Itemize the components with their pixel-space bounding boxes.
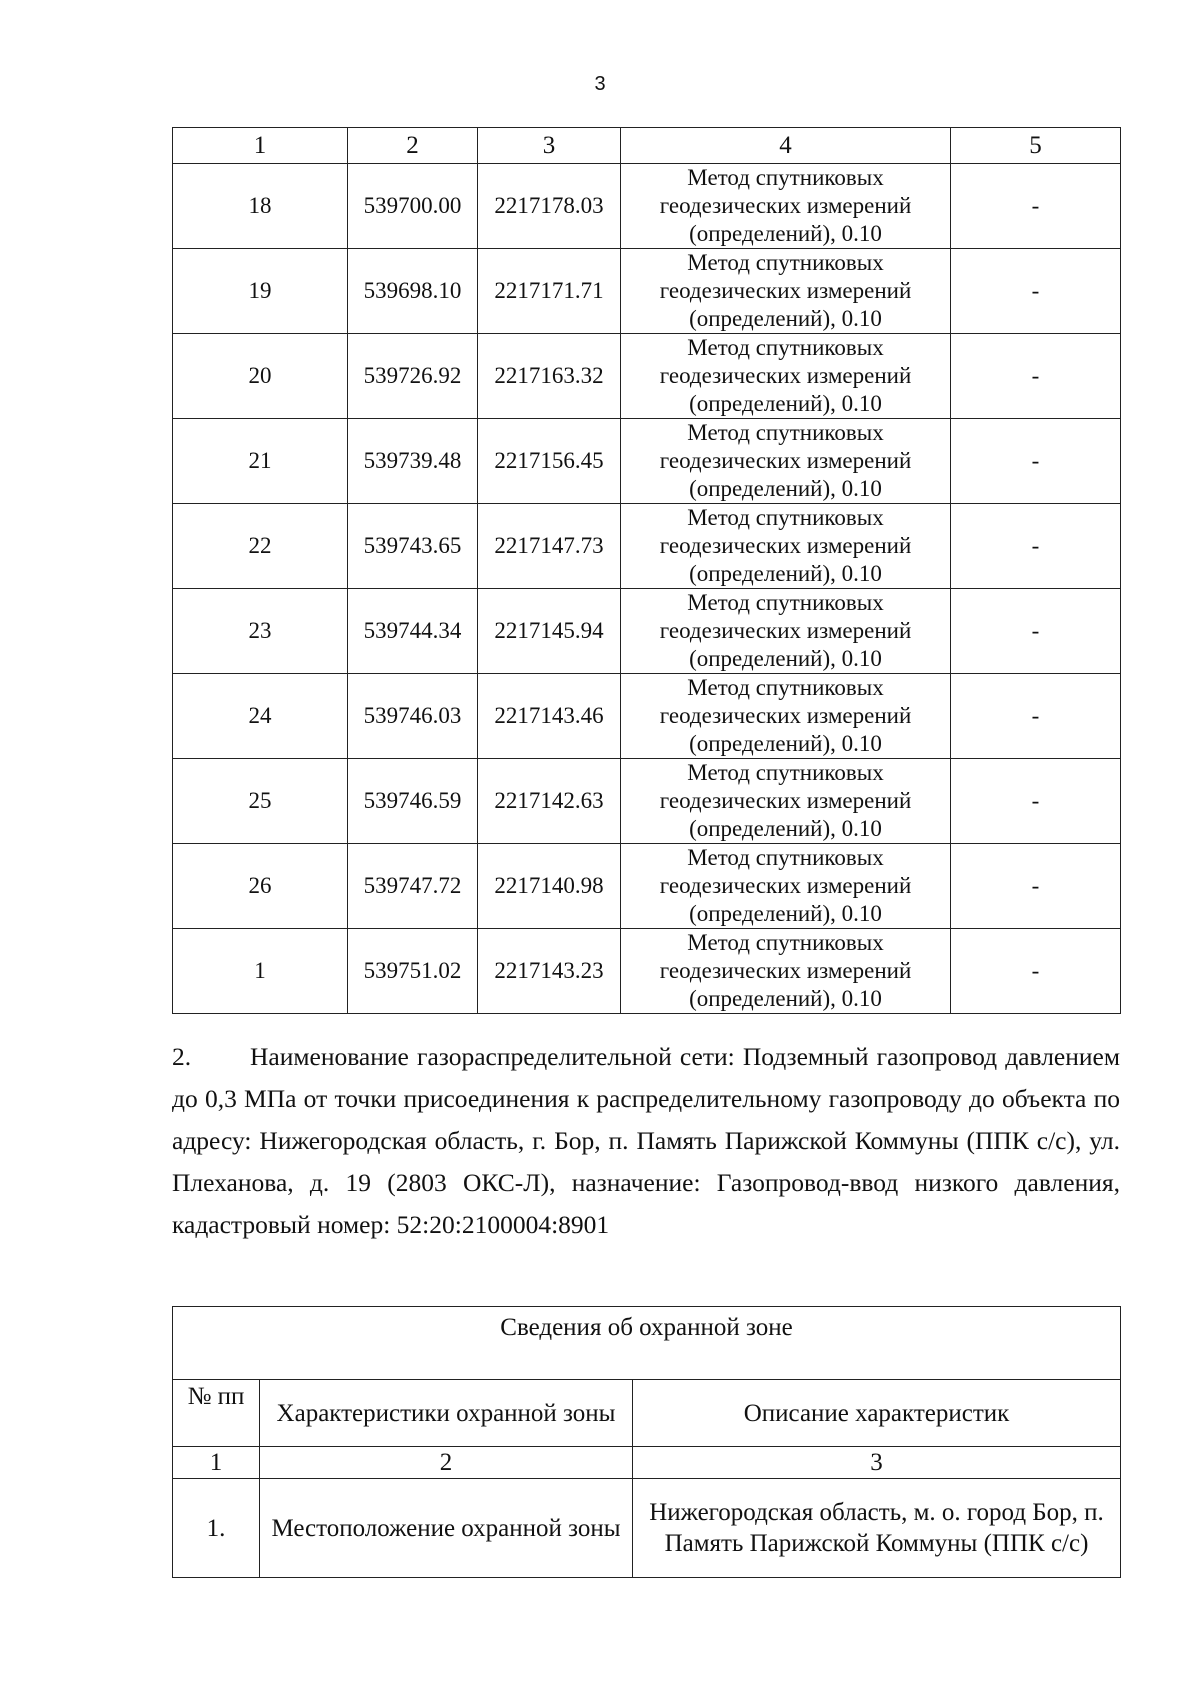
x-coordinate: 539698.10 [348,249,478,334]
method-cell: Метод спутниковых геодезических измерений (определений), 0.10 [621,929,951,1014]
section-text: Наименование газораспределительной сети: Подземный газопровод давлением до 0,3 МПа от точки присоединения к распределительному газопроводу до объекта по адресу: Нижегородская область, г. Бор, п. Память Парижской Коммуны (ППК с/с), ул. Плеханова, д. 19 (2803 ОКС-Л), назначение: Газопровод-ввод низкого давления, кадастровый номер: 52:20:2100004:8901 [172,1042,1120,1239]
column-header-number: № пп [173,1380,260,1447]
point-number: 21 [173,419,348,504]
section-number: 2. [172,1042,192,1071]
section-2-paragraph [172,1036,1120,1246]
method-cell: Метод спутниковых геодезических измерений (определений), 0.10 [621,844,951,929]
row-number: 1. [173,1479,260,1578]
y-coordinate: 2217178.03 [478,164,621,249]
point-number: 18 [173,164,348,249]
method-cell: Метод спутниковых геодезических измерений (определений), 0.10 [621,419,951,504]
column-header: 2 [348,128,478,164]
table-row [173,504,1121,589]
column-header: 4 [621,128,951,164]
column-header-characteristic: Характеристики охранной зоны [260,1380,633,1447]
x-coordinate: 539744.34 [348,589,478,674]
point-number: 25 [173,759,348,844]
y-coordinate: 2217163.32 [478,334,621,419]
protection-zone-table [172,1306,1121,1578]
column-header-description: Описание характеристик [633,1380,1121,1447]
point-number: 22 [173,504,348,589]
method-cell: Метод спутниковых геодезических измерений (определений), 0.10 [621,164,951,249]
column-header: 3 [478,128,621,164]
method-cell: Метод спутниковых геодезических измерений (определений), 0.10 [621,249,951,334]
column-header: 5 [951,128,1121,164]
note-cell: - [951,844,1121,929]
table-title: Сведения об охранной зоне [173,1307,1121,1380]
method-cell: Метод спутниковых геодезических измерений (определений), 0.10 [621,759,951,844]
y-coordinate: 2217142.63 [478,759,621,844]
table-row [173,1479,1121,1578]
note-cell: - [951,164,1121,249]
point-number: 1 [173,929,348,1014]
note-cell: - [951,759,1121,844]
page-number: 3 [594,73,606,95]
coordinates-table [172,127,1121,1014]
point-number: 19 [173,249,348,334]
y-coordinate: 2217140.98 [478,844,621,929]
x-coordinate: 539746.03 [348,674,478,759]
x-coordinate: 539747.72 [348,844,478,929]
y-coordinate: 2217143.23 [478,929,621,1014]
table-row [173,334,1121,419]
table-row [173,249,1121,334]
table-row [173,419,1121,504]
note-cell: - [951,334,1121,419]
table-header-row [173,1380,1121,1447]
table-row [173,164,1121,249]
note-cell: - [951,674,1121,759]
note-cell: - [951,249,1121,334]
method-cell: Метод спутниковых геодезических измерений (определений), 0.10 [621,334,951,419]
y-coordinate: 2217171.71 [478,249,621,334]
x-coordinate: 539751.02 [348,929,478,1014]
method-cell: Метод спутниковых геодезических измерений (определений), 0.10 [621,504,951,589]
description-cell: Нижегородская область, м. о. город Бор, п. Память Парижской Коммуны (ППК с/с) [633,1479,1121,1578]
table-header-row [173,128,1121,164]
point-number: 23 [173,589,348,674]
table-row [173,844,1121,929]
column-number: 1 [173,1447,260,1479]
y-coordinate: 2217145.94 [478,589,621,674]
column-number: 2 [260,1447,633,1479]
x-coordinate: 539726.92 [348,334,478,419]
column-header: 1 [173,128,348,164]
table-title-row [173,1307,1121,1380]
note-cell: - [951,504,1121,589]
point-number: 20 [173,334,348,419]
y-coordinate: 2217147.73 [478,504,621,589]
table-row [173,929,1121,1014]
note-cell: - [951,929,1121,1014]
column-number: 3 [633,1447,1121,1479]
x-coordinate: 539739.48 [348,419,478,504]
method-cell: Метод спутниковых геодезических измерений (определений), 0.10 [621,674,951,759]
table-row [173,589,1121,674]
point-number: 24 [173,674,348,759]
column-number-row [173,1447,1121,1479]
point-number: 26 [173,844,348,929]
note-cell: - [951,419,1121,504]
table-row [173,674,1121,759]
x-coordinate: 539743.65 [348,504,478,589]
note-cell: - [951,589,1121,674]
y-coordinate: 2217143.46 [478,674,621,759]
table-row [173,759,1121,844]
x-coordinate: 539746.59 [348,759,478,844]
method-cell: Метод спутниковых геодезических измерений (определений), 0.10 [621,589,951,674]
characteristic-cell: Местоположение охранной зоны [260,1479,633,1578]
y-coordinate: 2217156.45 [478,419,621,504]
x-coordinate: 539700.00 [348,164,478,249]
